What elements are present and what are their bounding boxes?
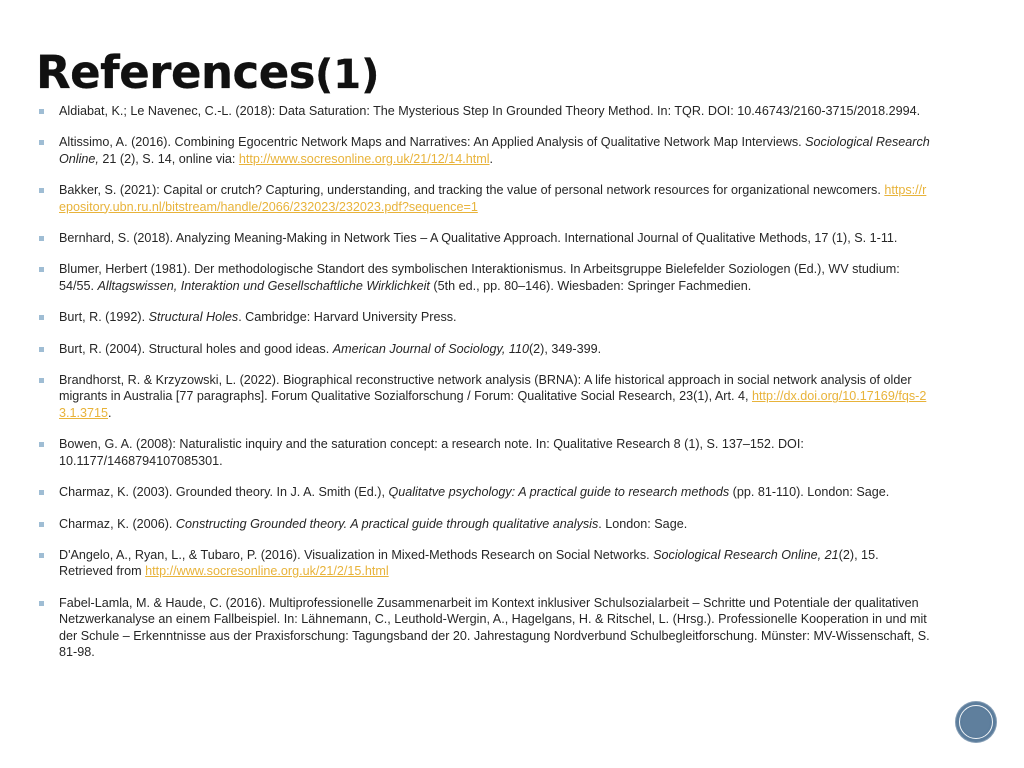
bullet-square-icon: [39, 267, 44, 272]
reference-text-segment: Altissimo, A. (2016). Combining Egocentric Network Maps and Narratives: An Applied Analysis of Qualitative Network Map Interviews.: [59, 135, 806, 150]
reference-italic-segment: Qualitatve psychology: A practical guide to research methods: [388, 485, 730, 500]
reference-text: [59, 484, 932, 500]
reference-item: [36, 261, 932, 294]
reference-text: [59, 134, 932, 167]
reference-link[interactable]: http://www.socresonline.org.uk/21/12/14.html: [238, 151, 490, 166]
reference-item: [36, 341, 932, 357]
reference-text-segment: Aldiabat, K.; Le Navenec, C.-L. (2018): Data Saturation: The Mysterious Step In Grounded Theory Method. In: TQR. DOI: 10.46743/2160-3715/2018.2994.: [59, 104, 921, 118]
reference-item: [36, 484, 932, 500]
reference-text-segment: Bernhard, S. (2018). Analyzing Meaning-Making in Network Ties – A Qualitative Approach. International Journal of Qualitative Methods, 17 (1), S. 1-11.: [59, 231, 898, 246]
reference-text-segment: (pp. 81-110). London: Sage.: [729, 485, 890, 500]
bullet-square-icon: [39, 347, 44, 352]
reference-text-segment: D'Angelo, A., Ryan, L., & Tubaro, P. (2016). Visualization in Mixed-Methods Research on Social Networks.: [59, 547, 654, 562]
reference-text: [59, 436, 932, 469]
reference-text-segment: Burt, R. (2004). Structural holes and good ideas.: [59, 341, 333, 356]
reference-item: [36, 182, 932, 215]
reference-text: [59, 341, 932, 357]
reference-link[interactable]: http://www.socresonline.org.uk/21/2/15.html: [145, 564, 389, 579]
reference-text-segment: Bakker, S. (2021): Capital or crutch? Capturing, understanding, and tracking the value of personal network resources for organizational newcomers.: [59, 183, 885, 198]
badge-inner-circle-icon: [962, 708, 990, 736]
reference-item: [36, 372, 932, 421]
reference-text-segment: Charmaz, K. (2006).: [59, 516, 176, 531]
reference-item: [36, 230, 932, 246]
bullet-square-icon: [39, 188, 44, 193]
reference-text: [59, 372, 932, 421]
reference-text-segment: Fabel-Lamla, M. & Haude, C. (2016). Multiprofessionelle Zusammenarbeit im Kontext inklusiver Schulsozialarbeit – Schritte und Potentiale der qualitativen Netzwerkanalyse an einem Fallbeispiel. In: Lähnemann, C., Leuthold-Wergin, A., Hagelgans, H. & Ritschel, L. (Hrsg.). Professionelle Kooperation in und mit der Schule – Erkenntnisse aus der Praxisforschung: Tagungsband der 20. Jahrestagung Nordverbund Schulbegleitforschung. Münster: MV-Wissenschaft, S. 81-98.: [59, 595, 930, 659]
reference-text-segment: Bowen, G. A. (2008): Naturalistic inquiry and the saturation concept: a research note. In: Qualitative Research 8 (1), S. 137–152. DOI: 10.1177/1468794107085301.: [59, 437, 804, 468]
references-list: [36, 103, 932, 660]
bullet-square-icon: [39, 315, 44, 320]
reference-text: [59, 547, 932, 580]
reference-item: [36, 134, 932, 167]
reference-link[interactable]: http://dx.doi.org/10.17169/fqs-23.1.3715: [59, 389, 927, 420]
reference-text: [59, 103, 932, 119]
reference-italic-segment: Structural Holes: [148, 310, 239, 325]
bullet-square-icon: [39, 490, 44, 495]
reference-text-segment: (5th ed., pp. 80–146). Wiesbaden: Springer Fachmedien.: [429, 278, 752, 293]
bullet-square-icon: [39, 236, 44, 241]
bullet-square-icon: [39, 442, 44, 447]
reference-text-segment: (2), 15. Retrieved from: [59, 547, 879, 579]
bullet-square-icon: [39, 140, 44, 145]
reference-text: [59, 261, 932, 294]
reference-text-segment: 21 (2), S. 14, online via:: [98, 151, 239, 166]
bullet-square-icon: [39, 522, 44, 527]
page-title-number: (1): [315, 52, 380, 98]
reference-text-segment: Brandhorst, R. & Krzyzowski, L. (2022). Biographical reconstructive network analysis (BRNA): A life historical approach in social network analysis of older migrants in Australia [77 paragraphs]. Forum Qualitative Sozialforschung / Forum: Qualitative Social Research, 23(1), Art. 4,: [59, 373, 912, 404]
reference-item: [36, 309, 932, 325]
bullet-square-icon: [39, 109, 44, 114]
reference-link[interactable]: https://repository.ubn.ru.nl/bitstream/handle/2066/232023/232023.pdf?sequence=1: [59, 183, 927, 214]
reference-text: [59, 309, 932, 325]
reference-italic-segment: American Journal of Sociology, 110: [332, 341, 529, 356]
reference-text-segment: . Cambridge: Harvard University Press.: [238, 310, 457, 325]
reference-item: [36, 436, 932, 469]
reference-text-segment: Blumer, Herbert (1981). Der methodologische Standort des symbolischen Interaktionismus. In Arbeitsgruppe Bielefelder Soziologen (Ed.), WV studium: 54/55.: [59, 262, 900, 293]
reference-item: [36, 595, 932, 661]
reference-italic-segment: Sociological Research Online, 21: [653, 547, 839, 562]
corner-logo-badge: [955, 701, 997, 743]
reference-text-segment: Burt, R. (1992).: [59, 310, 149, 325]
reference-text-segment: .: [108, 405, 112, 420]
bullet-square-icon: [39, 601, 44, 606]
reference-text: [59, 230, 932, 246]
reference-text: [59, 595, 932, 661]
reference-text-segment: (2), 349-399.: [528, 341, 602, 356]
reference-text: [59, 516, 932, 532]
page-title: [36, 48, 379, 100]
page-title-text: References: [36, 46, 315, 99]
reference-text: [59, 182, 932, 215]
reference-text-segment: Charmaz, K. (2003). Grounded theory. In J. A. Smith (Ed.),: [59, 485, 389, 500]
reference-text-segment: .: [489, 151, 494, 166]
reference-italic-segment: Sociological Research Online,: [59, 135, 930, 166]
reference-item: [36, 103, 932, 119]
reference-italic-segment: Constructing Grounded theory. A practical guide through qualitative analysis: [175, 516, 599, 531]
reference-item: [36, 547, 932, 580]
reference-italic-segment: Alltagswissen, Interaktion und Gesellschaftliche Wirklichkeit: [97, 278, 430, 293]
reference-text-segment: . London: Sage.: [598, 516, 688, 531]
reference-item: [36, 516, 932, 532]
bullet-square-icon: [39, 378, 44, 383]
bullet-square-icon: [39, 553, 44, 558]
